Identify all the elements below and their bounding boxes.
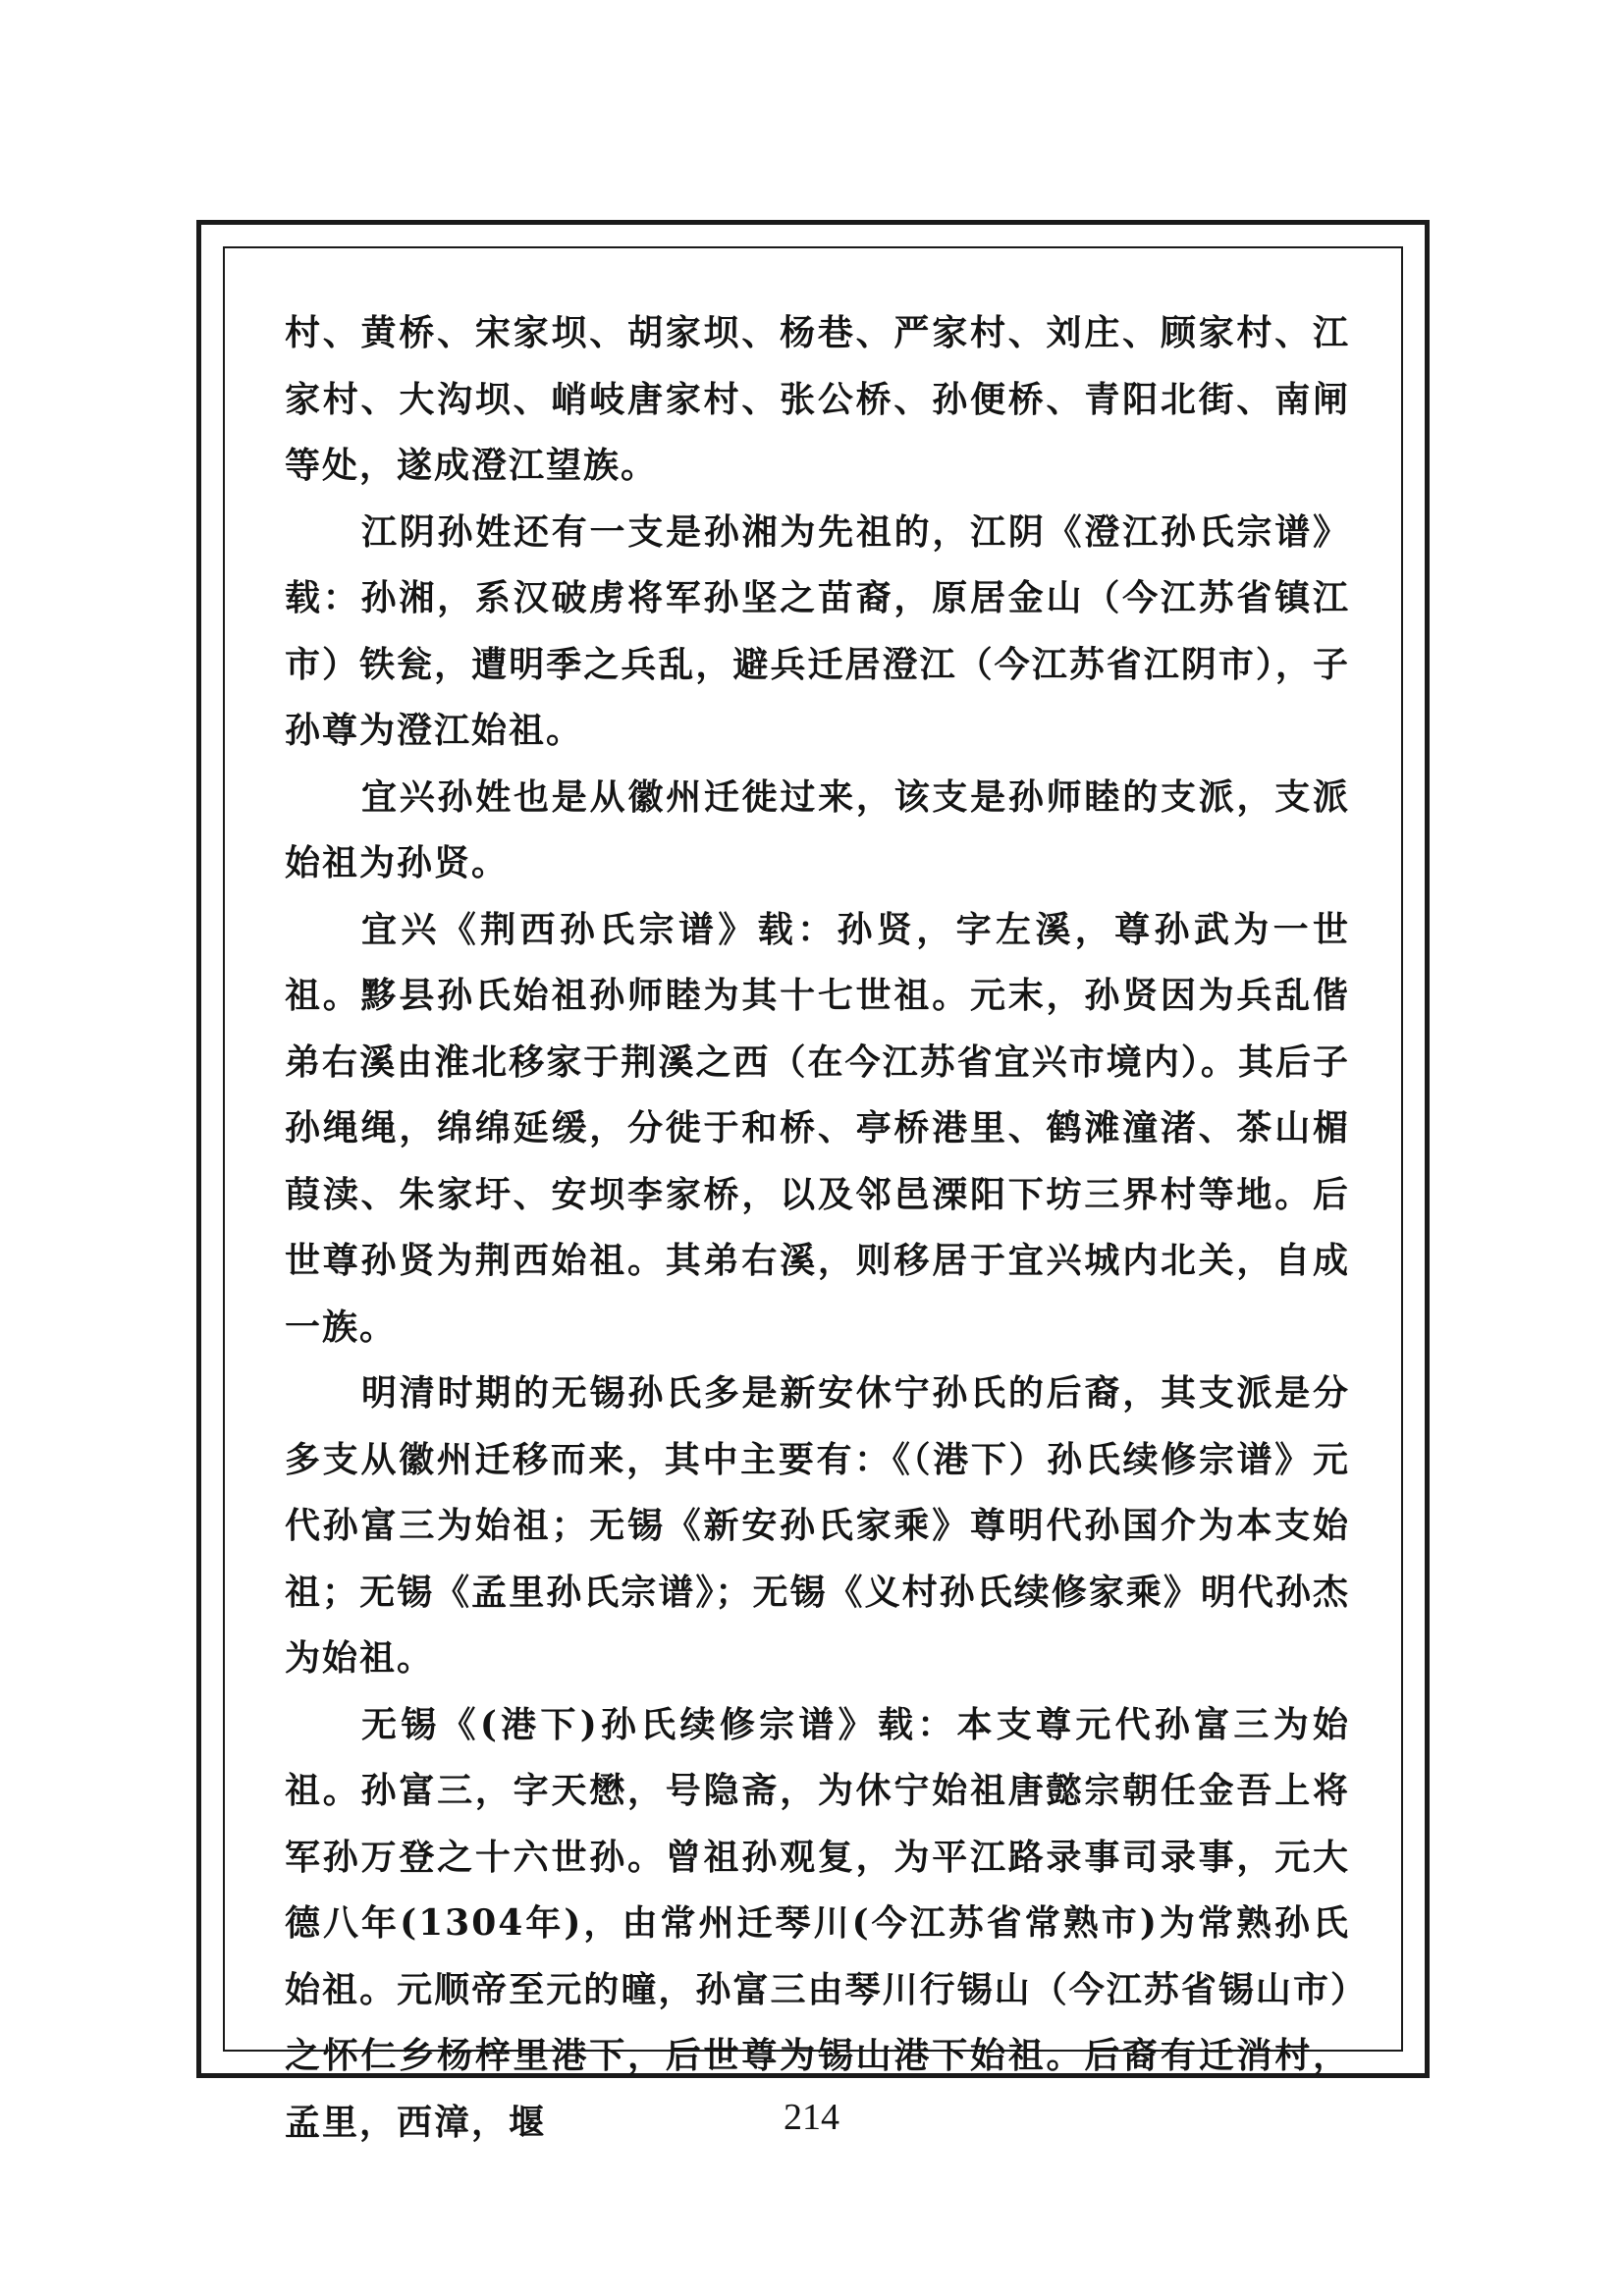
page-number: 214 [784,2097,839,2138]
paragraph-gangxia-genealogy: 无锡《(港下)孙氏续修宗谱》载：本支尊元代孙富三为始祖。孙富三，字天懋，号隐斋，为休宁始祖唐懿宗朝任金吾上将军孙万登之十六世孙。曾祖孙观复，为平江路录事司录事，元大德八年(1304年)，由常州迁琴川(今江苏省常熟市)为常熟孙氏始祖。元顺帝至元的曈，孙富三由琴川行锡山（今江苏省锡山市）之怀仁乡杨梓里港下，后世尊为锡山港下始祖。后裔有迁消村，孟里，西漳，堰 [285,1703,1350,2143]
paragraph-yixing-origin: 宜兴孙姓也是从徽州迁徙过来，该支是孙师睦的支派，支派始祖为孙贤。 [285,775,1350,883]
body-text [285,300,1350,2156]
paragraph-continued: 村、黄桥、宋家坝、胡家坝、杨巷、严家村、刘庄、顾家村、江家村、大沟坝、峭岐唐家村、张公桥、孙便桥、青阳北街、南闸等处，遂成澄江望族。 [285,312,1350,486]
paragraph-jiangyin-sun-xiang: 江阴孙姓还有一支是孙湘为先祖的，江阴《澄江孙氏宗谱》载：孙湘，系汉破虏将军孙坚之苗裔，原居金山（今江苏省镇江市）铁瓮，遭明季之兵乱，避兵迁居澄江（今江苏省江阴市），子孙尊为澄江始祖。 [285,510,1350,751]
paragraph-jingxi-genealogy: 宜兴《荆西孙氏宗谱》载：孙贤，字左溪，尊孙武为一世祖。黟县孙氏始祖孙师睦为其十七世祖。元末，孙贤因为兵乱偕弟右溪由淮北移家于荆溪之西（在今江苏省宜兴市境内）。其后子孙绳绳，绵绵延缓，分徙于和桥、亭桥港里、鹤滩潼渚、茶山楣葭渎、朱家圩、安坝李家桥，以及邻邑溧阳下坊三界村等地。后世尊孙贤为荆西始祖。其弟右溪，则移居于宜兴城内北关，自成一族。 [285,908,1350,1348]
paragraph-wuxi-branches: 明清时期的无锡孙氏多是新安休宁孙氏的后裔，其支派是分多支从徽州迁移而来，其中主要有：《（港下）孙氏续修宗谱》元代孙富三为始祖；无锡《新安孙氏家乘》尊明代孙国介为本支始祖；无锡《孟里孙氏宗谱》；无锡《义村孙氏续修家乘》明代孙杰为始祖。 [285,1372,1350,1679]
